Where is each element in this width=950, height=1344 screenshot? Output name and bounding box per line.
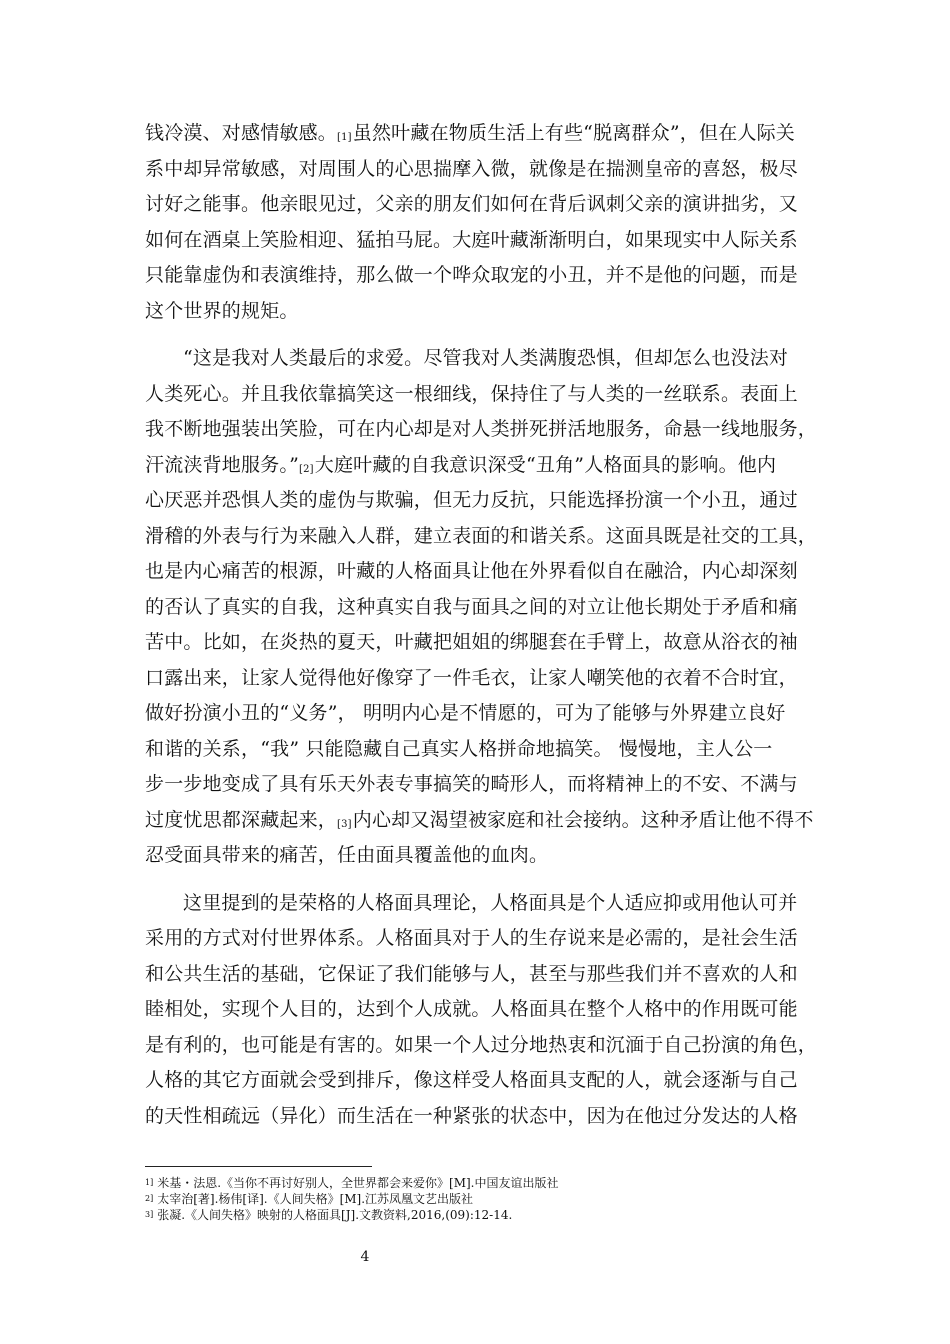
text-line — [145, 554, 815, 590]
text-line — [145, 412, 818, 448]
text-line — [145, 223, 815, 259]
citation-marker: [3] — [337, 818, 352, 830]
footnote-mark: 3] — [145, 1210, 154, 1219]
body-text — [145, 116, 818, 1134]
text-span: 也是内心痛苦的根源，叶藏的人格面具让他在外界看似自在融洽，内心却深刻 — [145, 560, 798, 582]
text-line — [145, 152, 815, 188]
text-line — [145, 732, 815, 768]
text-span: 内心却又渴望被家庭和社会接纳。这种矛盾让他不得不 — [352, 808, 814, 831]
citation-marker: [1] — [337, 132, 352, 143]
footnote-mark: 1] — [145, 1178, 154, 1187]
text-line — [145, 1099, 815, 1135]
text-span: 只能靠虚伪和表演维持，那么做一个哗众取宠的小丑，并不是他的问题，而是 — [145, 264, 798, 286]
footnote-separator — [145, 1166, 372, 1167]
text-line — [145, 696, 815, 732]
text-line — [145, 992, 815, 1028]
text-span: 和谐的关系，“我” 只能隐藏自己真实人格拼命地搞笑。 慢慢地，主人公一 — [145, 737, 773, 760]
text-line — [145, 590, 815, 626]
paragraph — [145, 341, 818, 874]
text-line — [145, 1028, 818, 1064]
paragraph — [145, 886, 818, 1135]
text-span: 和公共生活的基础，它保证了我们能够与人，甚至与那些我们并不喜欢的人和 — [145, 962, 798, 985]
footnote-text: 米基・法恩.《当你不再讨好别人，全世界都会来爱你》[M].中国友谊出版社 — [157, 1176, 559, 1190]
paragraph-gap — [145, 329, 815, 341]
text-line — [145, 294, 815, 330]
text-span: 是有利的，也可能是有害的。如果一个人过分地热衷和沉湎于自己扮演的角色， — [145, 1033, 818, 1056]
page-number: 4 — [360, 1249, 370, 1265]
text-span: 口露出来，让家人觉得他好像穿了一件毛衣，让家人嘲笑他的衣着不合时宜， — [145, 666, 798, 689]
text-span: 滑稽的外表与行为来融入人群，建立表面的和谐关系。这面具既是社交的工具， — [145, 524, 818, 547]
text-line — [145, 377, 815, 413]
text-span: 人格的其它方面就会受到排斥，像这样受人格面具支配的人，就会逐渐与自己 — [145, 1069, 798, 1091]
text-line — [145, 116, 815, 152]
text-line — [145, 803, 815, 839]
text-line — [145, 1063, 815, 1099]
text-span: 如何在酒桌上笑脸相迎、猛拍马屁。大庭叶藏渐渐明白，如果现实中人际关系 — [145, 228, 798, 251]
footnote-text: 张凝.《人间失格》映射的人格面具[J].文教资料,2016,(09):12-14. — [157, 1208, 513, 1222]
text-line — [145, 767, 815, 803]
footnote-list — [145, 1175, 815, 1223]
text-span: 这个世界的规矩。 — [145, 299, 299, 322]
text-span: 步一步地变成了具有乐天外表专事搞笑的畸形人，而将精神上的不安、不满与 — [145, 773, 798, 795]
text-span: 忍受面具带来的痛苦，任由面具覆盖他的血肉。 — [145, 844, 549, 866]
text-span: 系中却异常敏感，对周围人的心思揣摩入微，就像是在揣测皇帝的喜怒，极尽 — [145, 157, 798, 180]
text-span: 做好扮演小丑的“义务”， 明明内心是不情愿的，可为了能够与外界建立良好 — [145, 702, 786, 724]
text-span: 汗流浃背地服务。” — [145, 453, 300, 476]
text-span: 钱冷漠、对感情敏感。 — [145, 122, 338, 144]
text-span: 采用的方式对付世界体系。人格面具对于人的生存说来是必需的，是社会生活 — [145, 927, 798, 949]
text-span: 的天性相疏远（异化）而生活在一种紧张的状态中，因为在他过分发达的人格 — [145, 1104, 798, 1127]
text-line — [145, 661, 815, 697]
text-span: 虽然叶藏在物质生活上有些“脱离群众”，但在人际关 — [352, 122, 796, 144]
text-span: 苦中。比如，在炎热的夏天，叶藏把姐姐的绑腿套在手臂上，故意从浴衣的袖 — [145, 631, 798, 653]
text-line — [145, 258, 815, 294]
text-line — [145, 838, 815, 874]
text-line — [145, 187, 815, 223]
footnotes — [145, 1166, 815, 1223]
text-line — [145, 341, 815, 377]
text-span: 人类死心。并且我依靠搞笑这一根细线，保持住了与人类的一丝联系。表面上 — [145, 382, 798, 405]
text-span: 讨好之能事。他亲眼见过，父亲的朋友们如何在背后讽刺父亲的演讲拙劣，又 — [145, 193, 798, 215]
text-span: “这是我对人类最后的求爱。尽管我对人类满腹恐惧，但却怎么也没法对 — [183, 347, 789, 369]
text-span: 这里提到的是荣格的人格面具理论，人格面具是个人适应抑或用他认可并 — [183, 891, 798, 914]
footnote — [145, 1175, 815, 1191]
footnote — [145, 1207, 815, 1223]
text-span: 过度忧思都深藏起来， — [145, 808, 338, 831]
citation-marker: [2] — [299, 463, 314, 475]
text-span: 心厌恶并恐惧人类的虚伪与欺骗，但无力反抗，只能选择扮演一个小丑，通过 — [145, 489, 798, 511]
footnote — [145, 1191, 815, 1207]
text-line — [145, 921, 815, 957]
text-span: 大庭叶藏的自我意识深受“丑角”人格面具的影响。他内 — [314, 453, 777, 476]
text-line — [145, 483, 815, 519]
text-span: 的否认了真实的自我，这种真实自我与面具之间的对立让他长期处于矛盾和痛 — [145, 595, 798, 618]
footnote-mark: 2] — [145, 1194, 154, 1203]
footnote-text: 太宰治[著].杨伟[译].《人间失格》[M].江苏凤凰文艺出版社 — [157, 1192, 474, 1206]
paragraph-gap — [145, 874, 815, 886]
text-line — [145, 886, 815, 922]
paragraph — [145, 116, 815, 329]
text-line — [145, 519, 818, 555]
text-line — [145, 957, 815, 993]
text-span: 我不断地强装出笑脸，可在内心却是对人类拼死拼活地服务，命悬一线地服务， — [145, 418, 818, 440]
text-line — [145, 625, 815, 661]
text-span: 睦相处，实现个人目的，达到个人成就。人格面具在整个人格中的作用既可能 — [145, 998, 798, 1020]
text-line — [145, 448, 815, 484]
